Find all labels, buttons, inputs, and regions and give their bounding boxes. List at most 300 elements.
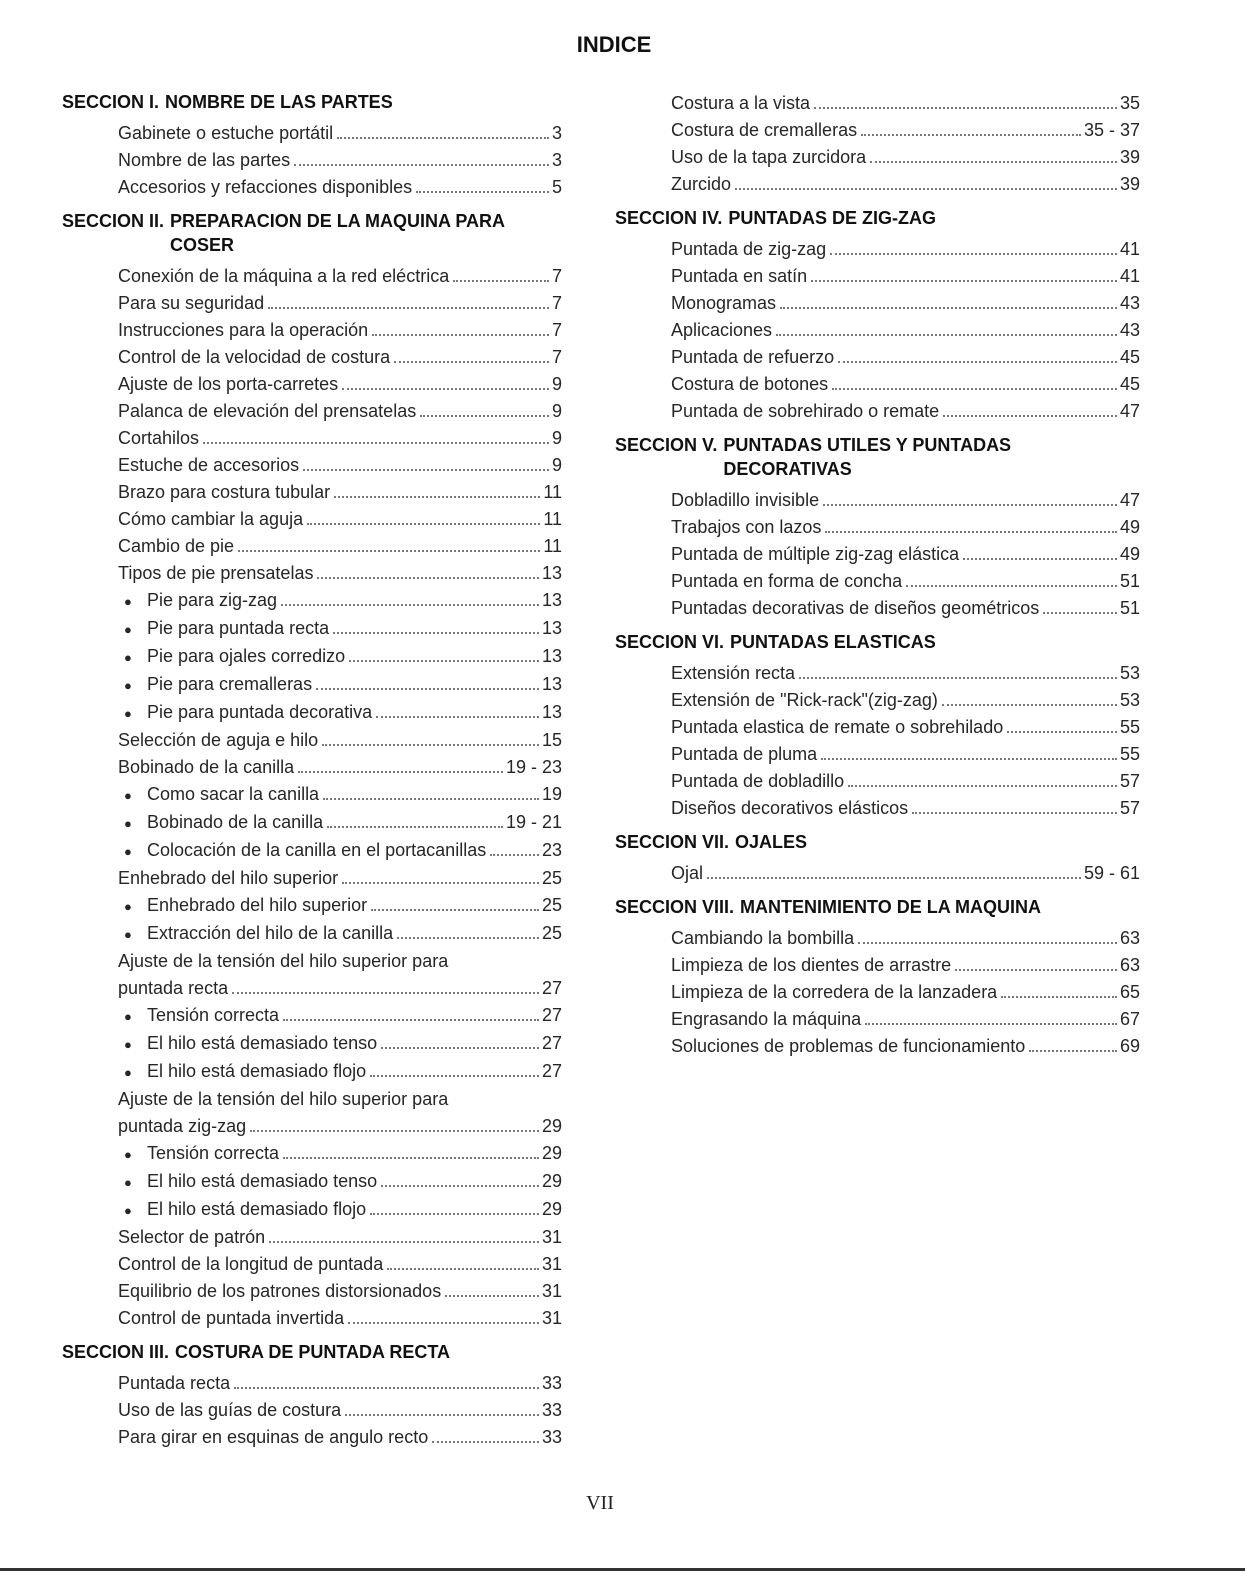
leader-dots	[707, 877, 1081, 879]
toc-entry[interactable]	[671, 263, 1140, 290]
entry-page: 13	[541, 646, 562, 666]
leader-dots	[735, 188, 1117, 190]
toc-entry[interactable]	[118, 506, 562, 533]
section-number: SECCION IV.	[615, 208, 723, 228]
leader-dots	[1043, 612, 1117, 614]
entry-label: Nombre de las partes	[118, 150, 291, 170]
entry-page: 29	[541, 1143, 562, 1163]
section-heading	[615, 830, 1140, 854]
entry-label: Extensión de "Rick-rack"(zig-zag)	[671, 690, 938, 710]
entry-page: 31	[541, 1308, 562, 1328]
leader-dots	[1007, 731, 1117, 733]
entry-label-continued: puntada recta	[118, 978, 229, 998]
entry-page: 29	[541, 1171, 562, 1191]
entry-label: Limpieza de la corredera de la lanzadera	[671, 982, 998, 1002]
entry-page: 25	[541, 923, 562, 943]
toc-entry[interactable]	[671, 925, 1140, 952]
bottom-rule	[0, 1568, 1245, 1571]
entry-label: Bobinado de la canilla	[118, 757, 295, 777]
leader-dots	[345, 1414, 539, 1416]
entry-label: Puntada de sobrehirado o remate	[671, 401, 940, 421]
section-heading	[62, 1340, 562, 1364]
toc-entry[interactable]	[671, 714, 1140, 741]
toc-entry-list	[615, 925, 1140, 1060]
entry-page: 33	[541, 1400, 562, 1420]
entry-page: 43	[1119, 320, 1140, 340]
toc-entry[interactable]	[118, 479, 562, 506]
toc-subentry[interactable]	[118, 1196, 562, 1224]
leader-dots	[294, 164, 549, 166]
toc-section	[615, 630, 1140, 822]
leader-dots	[317, 577, 539, 579]
toc-subentry[interactable]	[118, 699, 562, 727]
entry-page: 31	[541, 1281, 562, 1301]
toc-entry[interactable]	[118, 120, 562, 147]
entry-label: El hilo está demasiado flojo	[147, 1199, 367, 1219]
entry-page: 69	[1119, 1036, 1140, 1056]
entry-label: Cómo cambiar la aguja	[118, 509, 304, 529]
bullet-icon: ●	[124, 1065, 132, 1080]
entry-label: Aplicaciones	[671, 320, 773, 340]
entry-label: Limpieza de los dientes de arrastre	[671, 955, 952, 975]
section-title: OJALES	[735, 832, 808, 852]
toc-subentry[interactable]	[118, 1030, 562, 1058]
leader-dots	[232, 992, 539, 994]
entry-label: Monogramas	[671, 293, 777, 313]
toc-subentry[interactable]	[118, 587, 562, 615]
section-number: SECCION III.	[62, 1342, 170, 1362]
leader-dots	[420, 415, 549, 417]
bullet-icon: ●	[124, 594, 132, 609]
entry-page: 13	[541, 674, 562, 694]
entry-page: 3	[551, 123, 562, 143]
entry-page: 23	[541, 840, 562, 860]
toc-entry-list	[615, 860, 1140, 887]
entry-page: 39	[1119, 174, 1140, 194]
leader-dots	[490, 854, 539, 856]
entry-label: Costura de botones	[671, 374, 829, 394]
toc-entry-list	[62, 1370, 562, 1451]
leader-dots	[861, 134, 1081, 136]
leader-dots	[814, 107, 1117, 109]
entry-page: 57	[1119, 798, 1140, 818]
toc-entry[interactable]	[671, 117, 1140, 144]
entry-page: 13	[541, 590, 562, 610]
entry-page: 9	[551, 455, 562, 475]
entry-label: Trabajos con lazos	[671, 517, 822, 537]
entry-page: 31	[541, 1254, 562, 1274]
entry-page: 19	[541, 784, 562, 804]
toc-entry[interactable]	[118, 727, 562, 754]
entry-label: Tipos de pie prensatelas	[118, 563, 314, 583]
entry-page: 43	[1119, 293, 1140, 313]
leader-dots	[832, 388, 1117, 390]
toc-entry-list	[62, 120, 562, 201]
leader-dots	[780, 307, 1117, 309]
leader-dots	[1001, 996, 1117, 998]
leader-dots	[372, 334, 549, 336]
entry-page: 25	[541, 895, 562, 915]
leader-dots	[776, 334, 1117, 336]
toc-entry[interactable]	[118, 1397, 562, 1424]
entry-page: 51	[1119, 598, 1140, 618]
leader-dots	[303, 469, 549, 471]
entry-page: 53	[1119, 690, 1140, 710]
toc-entry[interactable]	[118, 948, 562, 1002]
entry-page: 9	[551, 401, 562, 421]
leader-dots	[337, 137, 549, 139]
toc-section	[615, 90, 1140, 198]
entry-page: 35	[1119, 93, 1140, 113]
leader-dots	[870, 161, 1117, 163]
leader-dots	[823, 504, 1117, 506]
section-heading	[615, 895, 1140, 919]
entry-label: Diseños decorativos elásticos	[671, 798, 909, 818]
section-title: MANTENIMIENTO DE LA MAQUINA	[740, 897, 1042, 917]
toc-entry[interactable]	[118, 398, 562, 425]
toc-entry[interactable]	[671, 514, 1140, 541]
entry-label: Zurcido	[671, 174, 732, 194]
entry-page: 13	[541, 702, 562, 722]
entry-label: Colocación de la canilla en el portacanillas	[147, 840, 487, 860]
toc-entry-list	[62, 263, 562, 1332]
toc-subentry[interactable]	[118, 1002, 562, 1030]
entry-page: 55	[1119, 717, 1140, 737]
entry-page: 13	[541, 563, 562, 583]
bullet-icon: ●	[124, 816, 132, 831]
toc-section	[615, 206, 1140, 425]
leader-dots	[371, 909, 539, 911]
entry-page: 65	[1119, 982, 1140, 1002]
toc-entry[interactable]	[118, 560, 562, 587]
section-heading	[62, 209, 562, 257]
entry-page: 57	[1119, 771, 1140, 791]
entry-label: Dobladillo invisible	[671, 490, 820, 510]
leader-dots	[323, 798, 539, 800]
toc-subentry[interactable]	[118, 1168, 562, 1196]
entry-page: 53	[1119, 663, 1140, 683]
toc-left-column	[62, 90, 562, 1459]
toc-entry[interactable]	[671, 741, 1140, 768]
leader-dots	[858, 942, 1117, 944]
leader-dots	[322, 744, 539, 746]
toc-entry[interactable]	[671, 660, 1140, 687]
entry-page: 55	[1119, 744, 1140, 764]
toc-entry[interactable]	[118, 1305, 562, 1332]
toc-entry[interactable]	[118, 754, 562, 781]
entry-page: 19 - 21	[505, 812, 562, 832]
toc-entry[interactable]	[118, 1251, 562, 1278]
leader-dots	[848, 785, 1117, 787]
toc-subentry[interactable]	[118, 1140, 562, 1168]
entry-label: Extensión recta	[671, 663, 796, 683]
entry-label: Selección de aguja e hilo	[118, 730, 319, 750]
toc-entry[interactable]	[118, 344, 562, 371]
entry-label: El hilo está demasiado tenso	[147, 1033, 378, 1053]
bullet-icon: ●	[124, 650, 132, 665]
entry-label: Conexión de la máquina a la red eléctrica	[118, 266, 450, 286]
section-heading	[615, 433, 1140, 481]
leader-dots	[811, 280, 1117, 282]
section-title: PUNTADAS ELASTICAS	[730, 632, 936, 652]
leader-dots	[830, 253, 1117, 255]
bullet-icon: ●	[124, 1009, 132, 1024]
entry-label: Control de la longitud de puntada	[118, 1254, 384, 1274]
leader-dots	[394, 361, 549, 363]
entry-label: Control de puntada invertida	[118, 1308, 345, 1328]
section-number: SECCION I.	[62, 92, 160, 112]
entry-page: 63	[1119, 955, 1140, 975]
entry-page: 45	[1119, 374, 1140, 394]
entry-label: Estuche de accesorios	[118, 455, 300, 475]
bullet-icon: ●	[124, 706, 132, 721]
leader-dots	[955, 969, 1117, 971]
leader-dots	[865, 1023, 1117, 1025]
entry-label: Puntada elastica de remate o sobrehilado	[671, 717, 1004, 737]
toc-entry[interactable]	[671, 541, 1140, 568]
toc-entry[interactable]	[118, 174, 562, 201]
leader-dots	[381, 1047, 539, 1049]
entry-label: Ajuste de la tensión del hilo superior para	[118, 1089, 449, 1109]
toc-entry[interactable]	[118, 1370, 562, 1397]
section-heading	[615, 630, 1140, 654]
toc-entry[interactable]	[118, 147, 562, 174]
entry-label: Pie para cremalleras	[147, 674, 313, 694]
toc-entry[interactable]	[118, 425, 562, 452]
toc-entry[interactable]	[118, 1224, 562, 1251]
section-heading	[62, 90, 562, 114]
toc-subentry[interactable]	[118, 615, 562, 643]
entry-label: Puntada de refuerzo	[671, 347, 835, 367]
toc-entry[interactable]	[671, 236, 1140, 263]
entry-label: Equilibrio de los patrones distorsionados	[118, 1281, 442, 1301]
entry-label: Pie para puntada recta	[147, 618, 330, 638]
bullet-icon: ●	[124, 844, 132, 859]
leader-dots	[203, 442, 549, 444]
toc-entry-list	[615, 236, 1140, 425]
toc-entry[interactable]	[118, 290, 562, 317]
entry-label: Pie para zig-zag	[147, 590, 278, 610]
bullet-icon: ●	[124, 622, 132, 637]
leader-dots	[283, 1157, 539, 1159]
entry-label: Pie para ojales corredizo	[147, 646, 346, 666]
entry-page: 11	[543, 536, 562, 556]
entry-line	[118, 975, 562, 1002]
bullet-icon: ●	[124, 927, 132, 942]
leader-dots	[432, 1441, 539, 1443]
toc-entry-list	[615, 660, 1140, 822]
toc-subentry[interactable]	[118, 643, 562, 671]
section-number: SECCION VI.	[615, 632, 725, 652]
toc-subentry[interactable]	[118, 892, 562, 920]
toc-entry[interactable]	[671, 398, 1140, 425]
entry-page: 9	[551, 428, 562, 448]
toc-section	[62, 209, 562, 1332]
toc-entry[interactable]	[118, 263, 562, 290]
toc-entry[interactable]	[118, 1424, 562, 1451]
leader-dots	[298, 771, 503, 773]
entry-page: 11	[543, 509, 562, 529]
entry-label: Palanca de elevación del prensatelas	[118, 401, 417, 421]
entry-label: Accesorios y refacciones disponibles	[118, 177, 413, 197]
toc-section	[62, 1340, 562, 1451]
leader-dots	[234, 1387, 539, 1389]
toc-entry[interactable]	[671, 860, 1140, 887]
toc-entry[interactable]	[671, 487, 1140, 514]
section-title: PUNTADAS UTILES Y PUNTADAS DECORATIVAS	[723, 435, 1012, 479]
leader-dots	[912, 812, 1117, 814]
bullet-icon: ●	[124, 1037, 132, 1052]
bullet-icon: ●	[124, 1147, 132, 1162]
entry-label: Cambio de pie	[118, 536, 235, 556]
toc-entry-list	[615, 487, 1140, 622]
toc-section	[615, 433, 1140, 622]
leader-dots	[238, 550, 540, 552]
entry-page: 15	[541, 730, 562, 750]
entry-page: 9	[551, 374, 562, 394]
section-title: NOMBRE DE LAS PARTES	[165, 92, 393, 112]
leader-dots	[334, 496, 540, 498]
entry-page: 13	[541, 618, 562, 638]
entry-label: Soluciones de problemas de funcionamiento	[671, 1036, 1026, 1056]
entry-page: 7	[551, 347, 562, 367]
toc-section	[62, 90, 562, 201]
toc-entry[interactable]	[671, 144, 1140, 171]
entry-label: Selector de patrón	[118, 1227, 266, 1247]
leader-dots	[416, 191, 549, 193]
toc-entry[interactable]	[671, 687, 1140, 714]
entry-page: 35 - 37	[1083, 120, 1140, 140]
entry-label: Pie para puntada decorativa	[147, 702, 373, 722]
section-title: PREPARACION DE LA MAQUINA PARA COSER	[170, 211, 505, 255]
entry-label: Puntada en forma de concha	[671, 571, 903, 591]
toc-entry[interactable]	[118, 533, 562, 560]
toc-section	[615, 830, 1140, 887]
toc-subentry[interactable]	[118, 809, 562, 837]
toc-entry[interactable]	[671, 344, 1140, 371]
toc-entry[interactable]	[671, 595, 1140, 622]
entry-label: Costura de cremalleras	[671, 120, 858, 140]
entry-label: Puntada de dobladillo	[671, 771, 845, 791]
leader-dots	[381, 1185, 539, 1187]
entry-label: Cortahilos	[118, 428, 200, 448]
toc-entry[interactable]	[118, 371, 562, 398]
leader-dots	[1029, 1050, 1117, 1052]
toc-entry[interactable]	[671, 1033, 1140, 1060]
entry-label: Puntada en satín	[671, 266, 808, 286]
entry-page: 11	[543, 482, 562, 502]
entry-page: 27	[541, 1061, 562, 1081]
entry-label: Cambiando la bombilla	[671, 928, 855, 948]
entry-page: 7	[551, 266, 562, 286]
leader-dots	[333, 632, 539, 634]
entry-page: 51	[1119, 571, 1140, 591]
page-number: VII	[586, 1492, 614, 1514]
entry-label: Puntada de múltiple zig-zag elástica	[671, 544, 960, 564]
leader-dots	[387, 1268, 539, 1270]
toc-entry[interactable]	[671, 568, 1140, 595]
entry-page: 19 - 23	[505, 757, 562, 777]
toc-entry[interactable]	[671, 979, 1140, 1006]
entry-page: 39	[1119, 147, 1140, 167]
entry-page: 47	[1119, 401, 1140, 421]
leader-dots	[376, 716, 539, 718]
toc-entry[interactable]	[118, 865, 562, 892]
entry-label: El hilo está demasiado flojo	[147, 1061, 367, 1081]
entry-page: 27	[541, 1033, 562, 1053]
entry-page: 7	[551, 320, 562, 340]
entry-label: Puntadas decorativas de diseños geométricos	[671, 598, 1040, 618]
toc-entry[interactable]	[118, 1086, 562, 1140]
leader-dots	[942, 704, 1117, 706]
entry-page: 25	[541, 868, 562, 888]
entry-page: 31	[541, 1227, 562, 1247]
toc-entry[interactable]	[671, 795, 1140, 822]
toc-subentry[interactable]	[118, 1058, 562, 1086]
leader-dots	[316, 688, 539, 690]
leader-dots	[906, 585, 1117, 587]
toc-entry[interactable]	[671, 90, 1140, 117]
page-title: INDICE	[576, 32, 652, 57]
toc-entry[interactable]	[671, 768, 1140, 795]
entry-label: El hilo está demasiado tenso	[147, 1171, 378, 1191]
entry-label: Control de la velocidad de costura	[118, 347, 391, 367]
entry-page: 67	[1119, 1009, 1140, 1029]
leader-dots	[370, 1213, 539, 1215]
toc-entry[interactable]	[671, 317, 1140, 344]
toc-subentry[interactable]	[118, 920, 562, 948]
section-number: SECCION VII.	[615, 832, 730, 852]
toc-entry[interactable]	[118, 317, 562, 344]
section-number: SECCION V.	[615, 435, 718, 455]
entry-label: Extracción del hilo de la canilla	[147, 923, 394, 943]
bullet-icon: ●	[124, 678, 132, 693]
toc-entry[interactable]	[671, 371, 1140, 398]
toc-entry[interactable]	[671, 952, 1140, 979]
toc-entry[interactable]	[118, 452, 562, 479]
entry-label: Brazo para costura tubular	[118, 482, 331, 502]
entry-label-continued: puntada zig-zag	[118, 1116, 247, 1136]
toc-subentry[interactable]	[118, 781, 562, 809]
entry-label: Gabinete o estuche portátil	[118, 123, 334, 143]
leader-dots	[821, 758, 1117, 760]
leader-dots	[307, 523, 540, 525]
toc-entry[interactable]	[671, 171, 1140, 198]
leader-dots	[268, 307, 549, 309]
leader-dots	[283, 1019, 539, 1021]
section-title: COSTURA DE PUNTADA RECTA	[175, 1342, 451, 1362]
leader-dots	[281, 604, 539, 606]
bullet-icon: ●	[124, 1203, 132, 1218]
entry-label: Instrucciones para la operación	[118, 320, 369, 340]
toc-entry[interactable]	[671, 1006, 1140, 1033]
toc-subentry[interactable]	[118, 837, 562, 865]
leader-dots	[838, 361, 1117, 363]
toc-entry[interactable]	[671, 290, 1140, 317]
leader-dots	[397, 937, 539, 939]
entry-page: 45	[1119, 347, 1140, 367]
entry-label: Como sacar la canilla	[147, 784, 320, 804]
entry-label: Uso de las guías de costura	[118, 1400, 342, 1420]
leader-dots	[342, 388, 549, 390]
entry-page: 41	[1119, 239, 1140, 259]
toc-entry[interactable]	[118, 1278, 562, 1305]
leader-dots	[943, 415, 1117, 417]
leader-dots	[445, 1295, 539, 1297]
entry-page: 3	[551, 150, 562, 170]
toc-subentry[interactable]	[118, 671, 562, 699]
entry-label: Para girar en esquinas de angulo recto	[118, 1427, 429, 1447]
